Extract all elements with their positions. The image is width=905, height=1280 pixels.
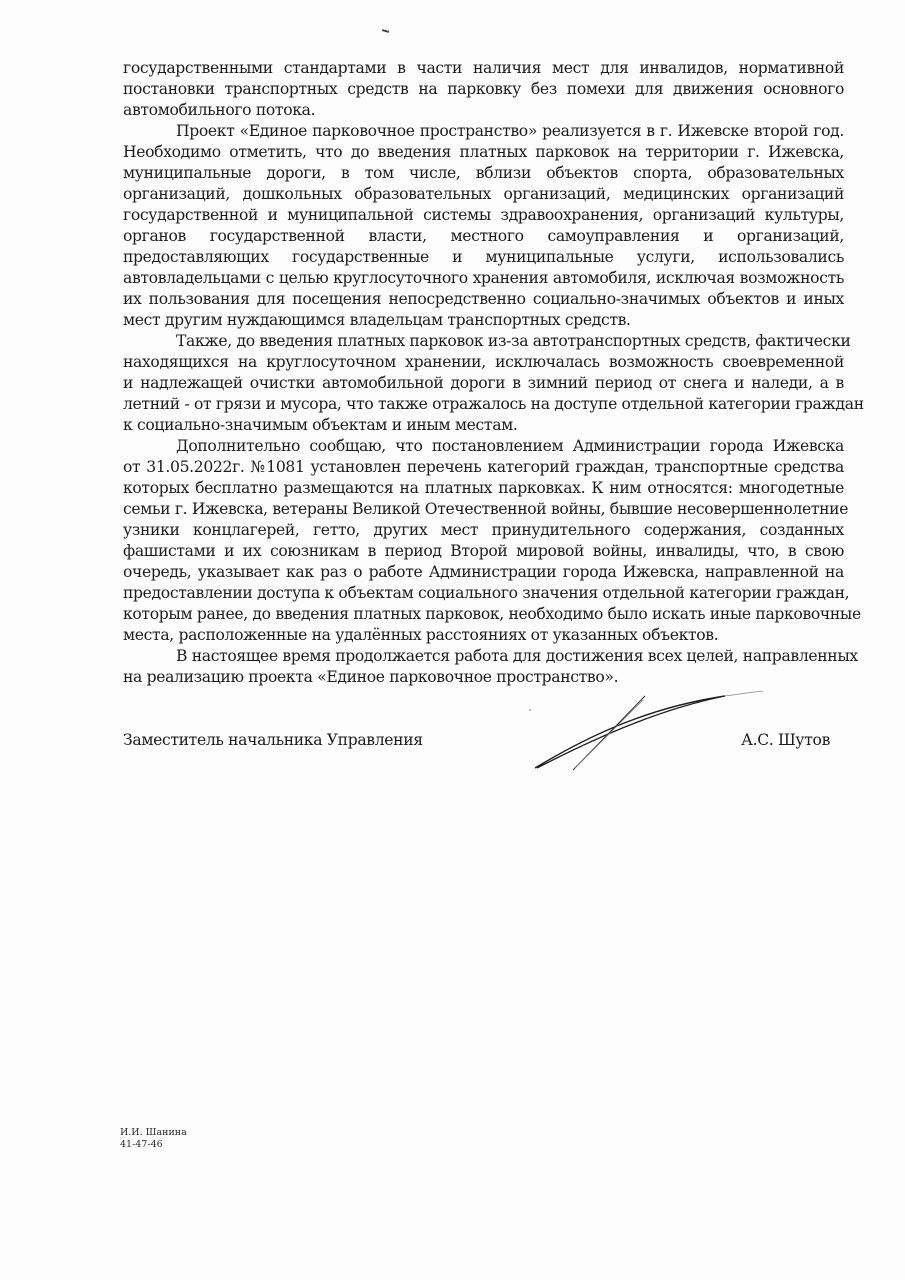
text-line: Также, до введения платных парковок из-за автотранспортных средств, фактически: [176, 332, 851, 350]
executor-phone: 41-47-46: [120, 1139, 163, 1150]
text-line: которых бесплатно размещаются на платных парковках. К ним относятся: многодетные: [123, 479, 844, 497]
text-line: Необходимо отметить, что до введения платных парковок на территории г. Ижевска,: [123, 143, 844, 161]
paragraph: [123, 121, 844, 331]
text-line: Проект «Единое парковочное пространство» реализуется в г. Ижевске второй год.: [176, 122, 844, 140]
text-line: государственными стандартами в части наличия мест для инвалидов, нормативной: [123, 59, 844, 77]
signature-block: [123, 727, 844, 757]
text-line: постановки транспортных средств на парковку без помехи для движения основного: [123, 80, 844, 98]
text-line: узники концлагерей, гетто, других мест принудительного содержания, созданных: [123, 521, 844, 539]
text-line: их пользования для посещения непосредственно социально-значимых объектов и иных: [123, 290, 844, 308]
text-line: автомобильного потока.: [123, 101, 316, 119]
signatory-name: А.С. Шутов: [741, 731, 830, 749]
text-line: автовладельцами с целью круглосуточного хранения автомобиля, исключая возможность: [123, 269, 844, 287]
text-line: которым ранее, до введения платных парковок, необходимо было искать иные парковочные: [123, 605, 861, 623]
text-line: места, расположенные на удалённых расстояниях от указанных объектов.: [123, 626, 719, 644]
executor-info: [120, 1127, 187, 1151]
text-line: муниципальные дороги, в том числе, вблизи объектов спорта, образовательных: [123, 164, 844, 182]
text-line: предоставляющих государственные и муниципальные услуги, использовались: [123, 248, 844, 266]
paragraph: [123, 436, 861, 646]
text-line: на реализацию проекта «Единое парковочное пространство».: [123, 668, 619, 686]
text-line: организаций, дошкольных образовательных организаций, медицинских организаций: [123, 185, 844, 203]
text-line: и надлежащей очистки автомобильной дороги в зимний период от снега и наледи, а в: [123, 374, 844, 392]
text-line: находящихся на круглосуточном хранении, исключалась возможность своевременной: [123, 353, 844, 371]
signatory-position: Заместитель начальника Управления: [123, 731, 423, 749]
text-line: В настоящее время продолжается работа для достижения всех целей, направленных: [176, 647, 858, 665]
text-line: Дополнительно сообщаю, что постановлением Администрации города Ижевска: [176, 437, 844, 455]
scan-mark: [382, 29, 389, 33]
text-line: предоставлении доступа к объектам социального значения отдельной категории граждан,: [123, 584, 850, 602]
text-line: летний - от грязи и мусора, что также отражалось на доступе отдельной категории граждан: [123, 395, 864, 413]
paragraph: [123, 331, 864, 436]
text-line: органов государственной власти, местного самоуправления и организаций,: [123, 227, 844, 245]
text-line: фашистами и их союзникам в период Второй мировой войны, инвалиды, что, в свою: [123, 542, 844, 560]
text-line: государственной и муниципальной системы здравоохранения, организаций культуры,: [123, 206, 844, 224]
text-line: к социально-значимым объектам и иным местам.: [123, 416, 518, 434]
paragraph: [123, 58, 844, 121]
text-line: очередь, указывает как раз о работе Администрации города Ижевска, направленной на: [123, 563, 844, 581]
paragraph: [123, 646, 858, 688]
text-line: от 31.05.2022г. №1081 установлен перечень категорий граждан, транспортные средства: [123, 458, 844, 476]
text-line: семьи г. Ижевска, ветераны Великой Отечественной войны, бывшие несовершеннолетние: [123, 500, 849, 518]
executor-name: И.И. Шанина: [120, 1127, 187, 1138]
text-line: мест другим нуждающимся владельцам транспортных средств.: [123, 311, 631, 329]
letter-body: [123, 58, 864, 688]
